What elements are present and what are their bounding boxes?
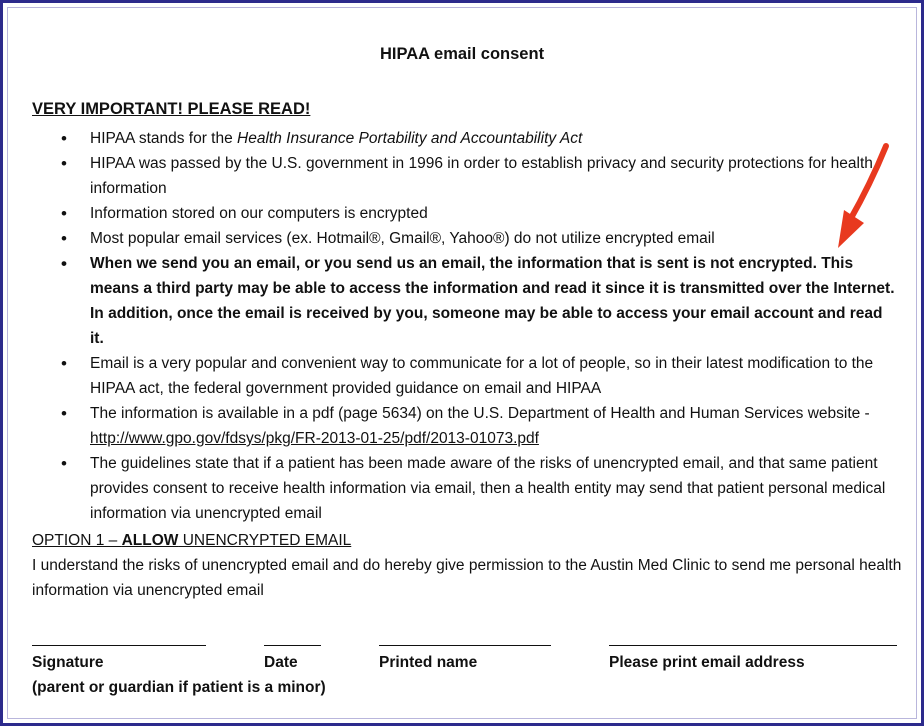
- option1-allow: ALLOW: [121, 532, 179, 549]
- bullet-pdf-reference: • The information is available in a pdf (page 5634) on the U.S. Department of Health and Human Services website - http://www.gpo.gov/fdsys/pkg/FR-2013-01-25/pdf/2013-01073.pdf: [0, 401, 900, 451]
- printed-name-line[interactable]: [379, 645, 551, 646]
- bullet-not-encrypted-warning: • When we send you an email, or you send us an email, the information that is sent is not encrypted. This means a third party may be able to access the information and read it since it is transmitted over the Internet. In addition, once the email is received by you, someone may be able to access your email account and read it.: [0, 251, 900, 351]
- bullet-guidelines: • The guidelines state that if a patient has been made aware of the risks of unencrypted email, and that same patient provides consent to receive health information via email, then a health entity may send that patient personal medical information via unencrypted email: [0, 451, 900, 526]
- bullet-email-guidance: • Email is a very popular and convenient way to communicate for a lot of people, so in their latest modification to the HIPAA act, the federal government provided guidance on email and HIPAA: [0, 351, 900, 401]
- document-title: HIPAA email consent: [379, 45, 545, 63]
- signature-note: (parent or guardian if patient is a minor): [32, 679, 326, 696]
- bullet-hipaa-definition: • HIPAA stands for the Health Insurance Portability and Accountability Act: [0, 126, 900, 151]
- bullet-hipaa-history: • HIPAA was passed by the U.S. government in 1996 in order to establish privacy and security protections for health information: [0, 151, 900, 201]
- gpo-link[interactable]: http://www.gpo.gov/fdsys/pkg/FR-2013-01-25/pdf/2013-01073.pdf: [90, 430, 539, 447]
- printed-name-label: Printed name: [379, 654, 478, 671]
- warning-heading: VERY IMPORTANT! PLEASE READ!: [32, 100, 311, 118]
- bullet-email-services: • Most popular email services (ex. Hotmail®, Gmail®, Yahoo®) do not utilize encrypted email: [0, 226, 900, 251]
- red-arrow-icon: [830, 140, 900, 255]
- hipaa-full-name: Health Insurance Portability and Accountability Act: [237, 130, 583, 147]
- signature-label: Signature: [32, 654, 104, 671]
- info-bullet-list: [0, 126, 900, 526]
- date-label: Date: [264, 654, 298, 671]
- option1-consent-text: I understand the risks of unencrypted email and do hereby give permission to the Austin Med Clinic to send me personal health information via unencrypted email: [32, 557, 902, 599]
- date-line[interactable]: [264, 645, 321, 646]
- email-line[interactable]: [609, 645, 897, 646]
- option1-heading: OPTION 1 – ALLOW UNENCRYPTED EMAIL: [32, 532, 352, 549]
- email-label: Please print email address: [609, 654, 805, 671]
- bullet-encryption-storage: • Information stored on our computers is encrypted: [0, 201, 900, 226]
- signature-line[interactable]: [32, 645, 206, 646]
